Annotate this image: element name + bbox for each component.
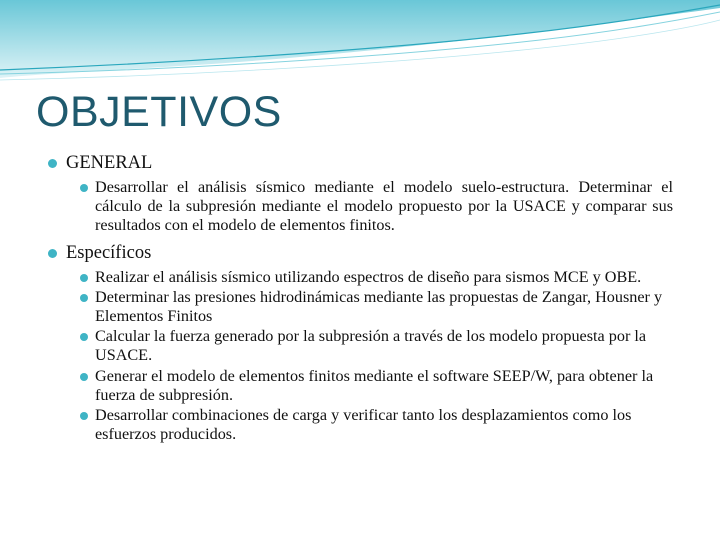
list-item [44, 406, 684, 444]
bullet-icon [48, 159, 57, 168]
list-item-text: Realizar el análisis sísmico utilizando espectros de diseño para sismos MCE y OBE. [95, 267, 642, 286]
list-item-text: Determinar las presiones hidrodinámicas mediante las propuestas de Zangar, Housner y Elementos Finitos [95, 287, 663, 326]
list-item-text: Calcular la fuerza generado por la subpresión a través de los modelo propuesta por la USACE. [95, 327, 647, 365]
specific-heading [44, 242, 684, 264]
bullet-icon [48, 249, 57, 258]
list-item [44, 327, 684, 365]
bullet-icon [80, 294, 88, 302]
general-label: GENERAL [66, 153, 153, 173]
list-item-text: Generar el modelo de elementos finitos mediante el software SEEP/W, para obtener la fuerza de subpresión. [95, 366, 654, 404]
bullet-icon [80, 274, 88, 282]
objectives-list [44, 152, 684, 450]
list-item-text: Desarrollar el análisis sísmico mediante el modelo suelo-estructura. Determinar el cálculo de la subpresión mediante el modelo propuesto por la USACE y comparar sus resultados con el modelo de elementos finitos. [95, 178, 673, 235]
bullet-icon [80, 333, 88, 341]
list-item [44, 268, 684, 287]
bullet-icon [80, 373, 88, 381]
list-item [44, 178, 684, 236]
bullet-icon [80, 412, 88, 420]
list-item [44, 367, 684, 405]
general-heading [44, 152, 684, 174]
list-item [44, 288, 684, 326]
list-item-text: Desarrollar combinaciones de carga y verificar tanto los desplazamientos como los esfuerzos producidos. [95, 406, 632, 444]
specific-items [44, 268, 684, 445]
page-title: OBJETIVOS [36, 88, 282, 136]
bullet-icon [80, 184, 88, 192]
header-wave-decoration [0, 0, 720, 90]
specific-label: Específicos [66, 242, 152, 263]
general-items [44, 178, 684, 236]
